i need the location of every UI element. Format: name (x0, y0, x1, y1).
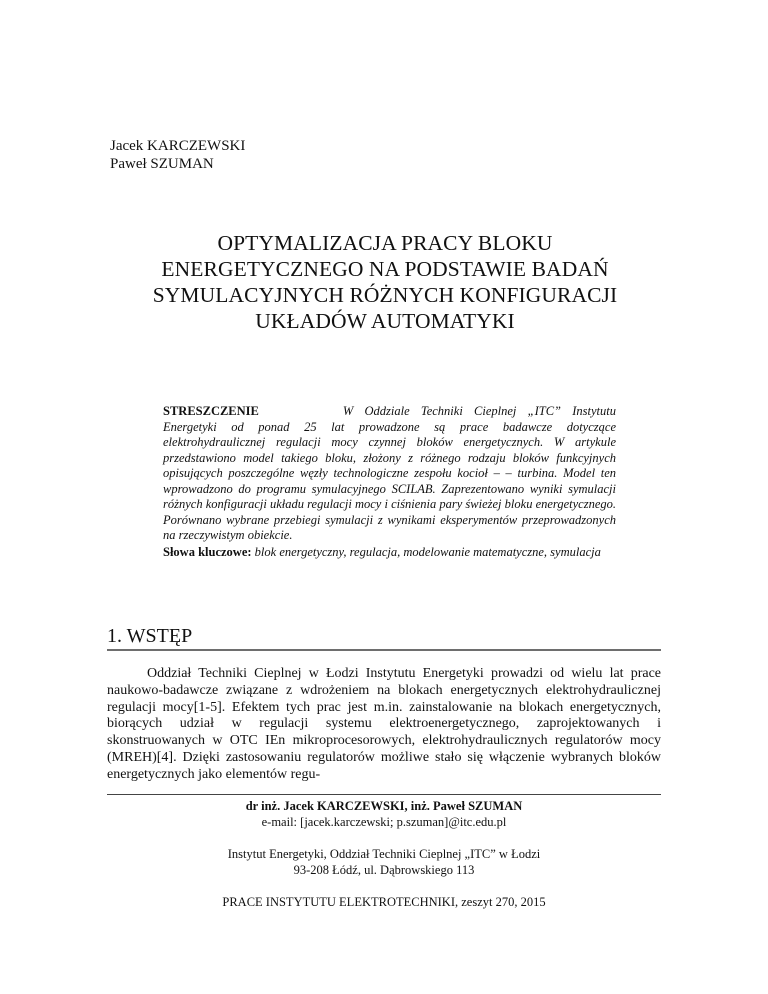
keywords-text: blok energetyczny, regulacja, modelowanie matematyczne, symulacja (254, 545, 601, 559)
footer-email: e-mail: [jacek.karczewski; p.szuman]@itc.edu.pl (261, 815, 507, 829)
abstract-label: STRESZCZENIE (163, 404, 259, 418)
keywords (163, 545, 616, 561)
abstract (163, 404, 616, 544)
title-line: OPTYMALIZACJA PRACY BLOKU (217, 231, 553, 255)
title-line: SYMULACYJNYCH RÓŻNYCH KONFIGURACJI (152, 283, 618, 307)
author-name: Jacek KARCZEWSKI (110, 138, 246, 154)
footer-institute: Instytut Energetyki, Oddział Techniki Cieplnej „ITC” w Łodzi (227, 847, 541, 861)
footer-divider (107, 794, 661, 795)
section-heading: 1. WSTĘP (107, 624, 661, 651)
title-line: UKŁADÓW AUTOMATYKI (255, 309, 515, 333)
paper-title (100, 230, 670, 334)
title-line: ENERGETYCZNEGO NA PODSTAWIE BADAŃ (161, 257, 609, 281)
author-name: Paweł SZUMAN (110, 156, 214, 172)
abstract-text: W Oddziale Techniki Cieplnej „ITC” Instytutu Energetyki od ponad 25 lat prowadzone są prace badawcze dotyczące elektrohydraulicznej regulacji mocy czynnej bloków energetycznych. W artykule przedstawiono model takiego bloku, złożony z różnego rodzaju bloków funkcyjnych opisujących poszczególne węzły technologiczne zespołu kocioł – – turbina. Model ten wprowadzono do programu symulacyjnego SCILAB. Zaprezentowano wyniki symulacji różnych konfiguracji układu regulacji mocy i ciśnienia pary świeżej bloku energetycznego. Porównano wybrane przebiegi symulacji z wynikami eksperymentów przeprowadzonych na rzeczywistym obiekcie. (163, 404, 616, 542)
author-list (110, 137, 245, 173)
footer-address: 93-208 Łódź, ul. Dąbrowskiego 113 (293, 863, 475, 877)
keywords-label: Słowa kluczowe: (163, 545, 252, 559)
footer-journal: PRACE INSTYTUTU ELEKTROTECHNIKI, zeszyt 270, 2015 (222, 895, 546, 909)
footer-author-names: dr inż. Jacek KARCZEWSKI, inż. Paweł SZUMAN (245, 799, 523, 813)
body-paragraph: Oddział Techniki Cieplnej w Łodzi Instytutu Energetyki prowadzi od wielu lat prace naukowo-badawcze związane z wdrożeniem na blokach energetycznych elektrohydraulicznej regulacji mocy[1-5]. Efektem tych prac jest m.in. zainstalowanie na blokach energetycznych, biorących udział w regulacji systemu elektroenergetycznego, zaprojektowanych i skonstruowanych w OTC IEn mikroprocesorowych, elektrohydraulicznych regulatorów mocy (MREH)[4]. Dzięki zastosowaniu regulatorów możliwe stało się włączenie wybranych bloków energetycznych jako elementów regu- (107, 666, 661, 782)
